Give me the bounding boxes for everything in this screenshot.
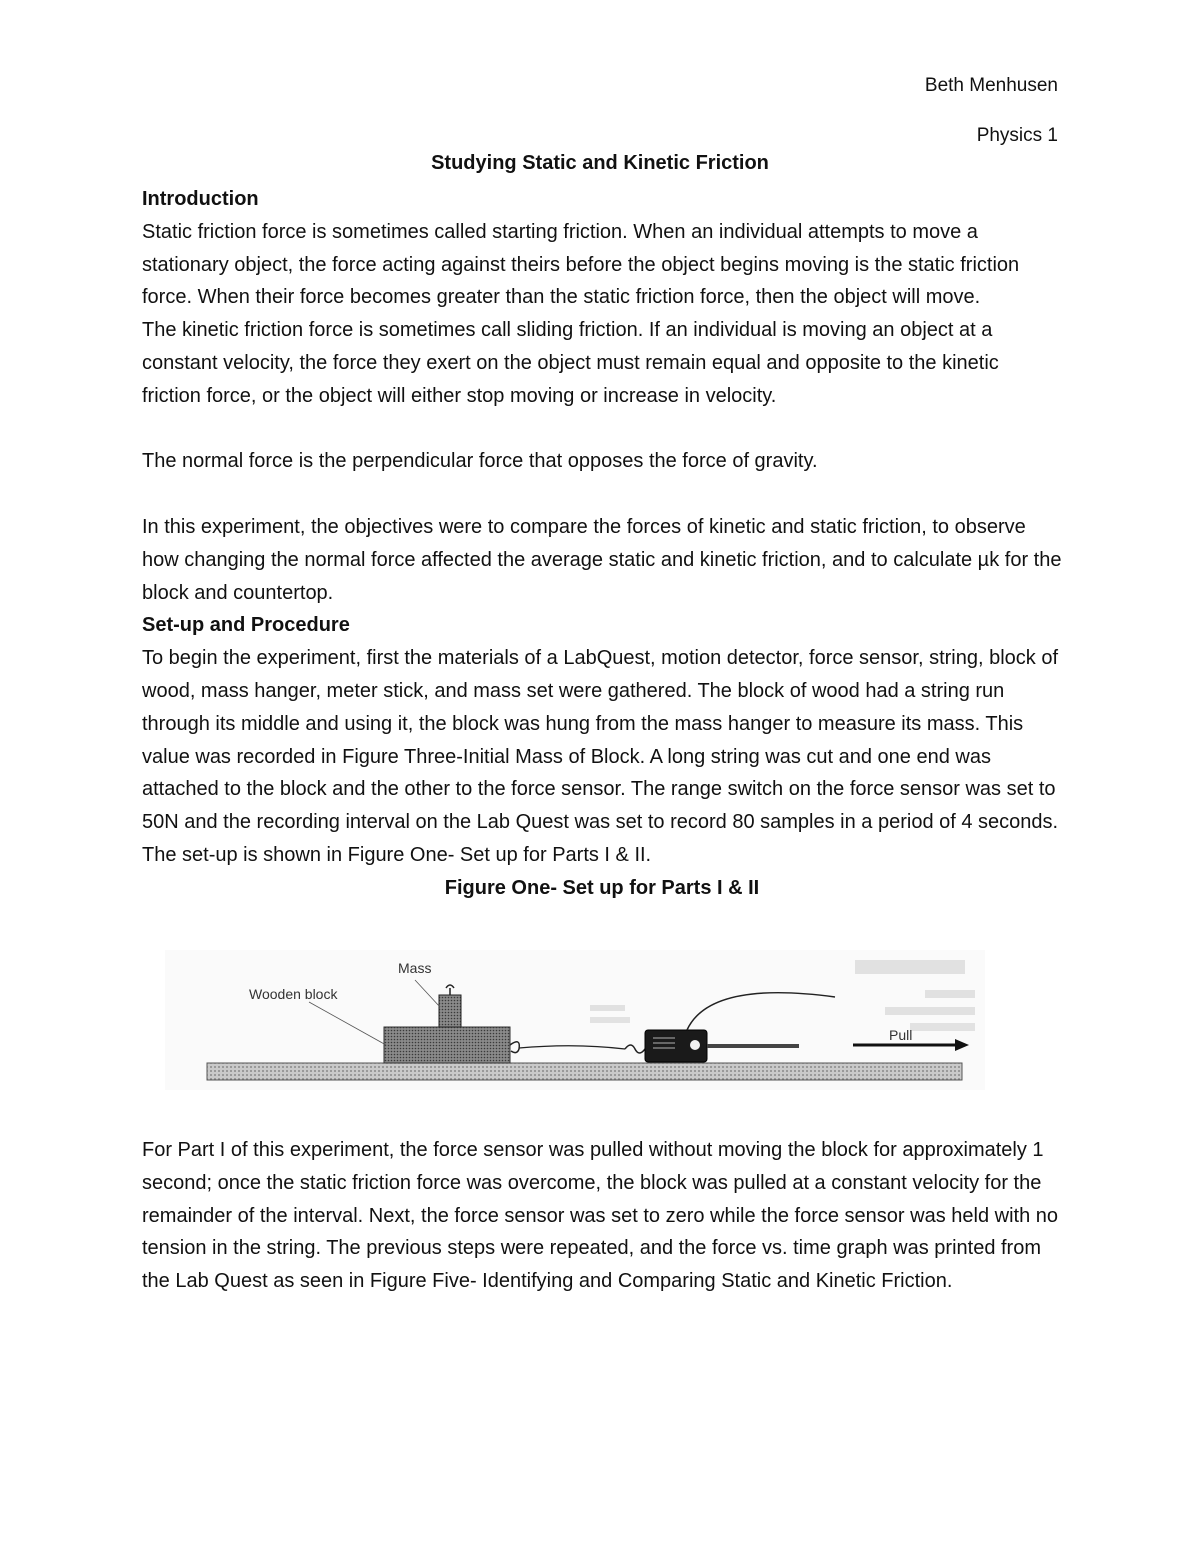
paragraph-gap [142, 413, 1062, 446]
mass-weight [439, 995, 461, 1027]
procedure-text [142, 1134, 1062, 1298]
main-text [142, 183, 1062, 905]
mass-label: Mass [398, 960, 432, 976]
intro-paragraph-objectives: In this experiment, the objectives were to compare the forces of kinetic and static friction, to observe how changing the normal force affected the average static and kinetic friction, and to calculate µk for the block and countertop. [142, 515, 1062, 604]
paragraph-gap [142, 478, 1062, 511]
document-title: Studying Static and Kinetic Friction [431, 152, 769, 174]
pull-label: Pull [889, 1027, 913, 1043]
author-name: Beth Menhusen [924, 75, 1058, 96]
intro-paragraph-kinetic: The kinetic friction force is sometimes call sliding friction. If an individual is moving an object at a constant velocity, the force they exert on the object must remain equal and opposite to the kinetic friction force, or the object will either stop moving or increase in velocity. [142, 319, 999, 407]
countertop-surface [207, 1063, 962, 1080]
setup-diagram [165, 945, 985, 1095]
setup-figure [165, 945, 985, 1095]
course-name: Physics 1 [976, 125, 1058, 146]
sensor-handle [707, 1044, 799, 1048]
sensor-light [690, 1040, 700, 1050]
figure-caption: Figure One- Set up for Parts I & II [444, 876, 760, 899]
intro-paragraph-static: Static friction force is sometimes called starting friction. When an individual attempts to move a stationary object, the force acting against theirs before the object begins moving is the static friction force. When their force becomes greater than the static friction force, then the object will move. [142, 220, 1020, 309]
part-one-paragraph: For Part I of this experiment, the force sensor was pulled without moving the block for approximately 1 second; once the static friction force was overcome, the block was pulled at a constant velocity for the remainder of the interval. Next, the force sensor was set to zero while the force sensor was held with no tension in the string. The previous steps were repeated, and the force vs. time graph was printed from the Lab Quest as seen in Figure Five- Identifying and Comparing Static and Kinetic Friction. [142, 1139, 1058, 1293]
wooden-block [384, 1027, 510, 1063]
introduction-heading: Introduction [142, 188, 259, 210]
setup-paragraph: To begin the experiment, first the materials of a LabQuest, motion detector, force sensor, string, block of wood, mass hanger, meter stick, and mass set were gathered. The block of wood had a string run through its middle and using it, the block was hung from the mass hanger to measure its mass. This value was recorded in Figure Three-Initial Mass of Block. A long string was cut and one end was attached to the block and the other to the force sensor. The range switch on the force sensor was set to 50N and the recording interval on the Lab Quest was set to record 80 samples in a period of 4 seconds. The set-up is shown in Figure One- Set up for Parts I & II. [142, 647, 1059, 866]
intro-paragraph-normal: The normal force is the perpendicular force that opposes the force of gravity. [142, 450, 818, 473]
setup-heading: Set-up and Procedure [142, 614, 350, 637]
wooden-block-label: Wooden block [249, 986, 338, 1002]
